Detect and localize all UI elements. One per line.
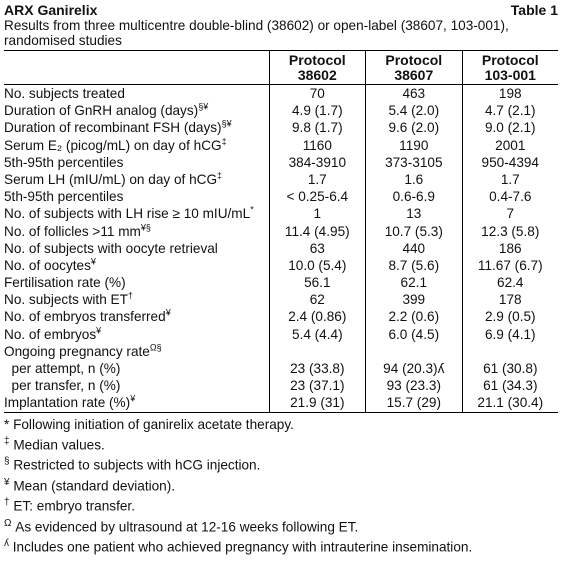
value-cell: 11.4 (4.95) [269, 223, 365, 240]
value-cell: 23 (37.1) [269, 377, 365, 394]
row-label: per transfer, n (%) [4, 378, 121, 394]
value-cell: 5.4 (4.4) [269, 326, 365, 343]
value-cell: 186 [462, 240, 558, 257]
footnote-marker: ¥§ [140, 222, 151, 232]
table-row [4, 171, 558, 188]
header-row [4, 2, 558, 18]
value-cell: 11.67 (6.7) [462, 257, 558, 274]
value-cell: 70 [269, 85, 365, 102]
row-label: No. subjects treated [4, 86, 125, 101]
value-cell: 62.1 [365, 274, 461, 291]
table-row [4, 257, 558, 274]
value-cell: 62 [269, 291, 365, 308]
footnote: ‡ Median values. [4, 435, 105, 453]
footnote-marker: §¥ [198, 102, 209, 112]
footnote-marker: §¥ [221, 119, 232, 129]
value-cell: 1.7 [462, 171, 558, 188]
value-cell: 21.9 (31) [269, 394, 365, 411]
row-label: No. of embryos¥ [4, 325, 102, 342]
footnote: § Restricted to subjects with hCG injection. [4, 456, 261, 473]
value-cell: 5.4 (2.0) [365, 102, 461, 119]
row-label: Duration of GnRH analog (days)§¥ [4, 102, 209, 119]
row-label: Ongoing pregnancy rate$^{\Omega\S}$ [4, 342, 162, 359]
table-row [4, 240, 558, 257]
value-cell: 94 (20.3)ʎ [365, 360, 461, 377]
value-cell: 0.4-7.6 [462, 188, 558, 205]
value-cell [269, 343, 365, 360]
footnote-mark: § [4, 456, 10, 468]
table-row [4, 394, 558, 411]
header-blank-cell [4, 51, 269, 84]
value-cell: 10.0 (5.4) [269, 257, 365, 274]
value-cell: 198 [462, 85, 558, 102]
row-label: 5th-95th percentiles [4, 189, 124, 205]
table-row [4, 274, 558, 291]
footnote-mark: Ω [4, 517, 12, 529]
value-cell: 1160 [269, 137, 365, 154]
column-header-103-001: Protocol 103-001 [462, 51, 558, 84]
table-label: Table 1 [510, 2, 558, 18]
value-cell: 463 [365, 85, 461, 102]
value-cell: < 0.25-6.4 [269, 188, 365, 205]
table-row [4, 154, 558, 171]
footnote-mark: † [4, 497, 10, 509]
value-cell: 21.1 (30.4) [462, 394, 558, 411]
value-cell: 7 [462, 205, 558, 222]
value-cell: 93 (23.3) [365, 377, 461, 394]
table-row [4, 85, 558, 102]
value-cell: 9.0 (2.1) [462, 119, 558, 136]
value-cell: 9.6 (2.0) [365, 119, 461, 136]
footnote: * Following initiation of ganirelix acetate therapy. [4, 416, 294, 432]
footnote-marker: Ω§ [149, 342, 162, 353]
footnote: $^\Omega$ As evidenced by ultrasound at 12-16 weeks following ET. [4, 517, 359, 535]
value-cell: 2.9 (0.5) [462, 308, 558, 325]
footnote-mark: ¥ [4, 476, 10, 488]
value-cell: 15.7 (29) [365, 394, 461, 411]
value-cell: 1190 [365, 137, 461, 154]
value-cell: 10.7 (5.3) [365, 223, 461, 240]
row-label: Serum E₂ (picog/mL) on day of hCG‡ [4, 136, 227, 153]
footnote-mark: * [4, 416, 10, 432]
footnote-marker: ¥ [130, 394, 136, 404]
footnote-mark: ‡ [4, 435, 10, 447]
row-label: No. of oocytes¥ [4, 256, 96, 273]
value-cell: 4.9 (1.7) [269, 102, 365, 119]
footnote-mark: ʎ [4, 538, 9, 550]
row-label: per attempt, n (%) [4, 361, 121, 376]
table-subtitle: Results from three multicentre double-blind (38602) or open-label (38607, 103-001), randomised studies [4, 18, 509, 48]
row-label: No. subjects with ET† [4, 291, 133, 308]
value-cell: 1 [269, 205, 365, 222]
table-row [4, 188, 558, 205]
value-cell: 61 (30.8) [462, 360, 558, 377]
value-cell: 0.6-6.9 [365, 188, 461, 205]
table-row [4, 223, 558, 240]
table-row [4, 326, 558, 343]
footnote: $^ʎ$ Includes one patient who achieved pregnancy with intrauterine insemination. [4, 538, 473, 555]
value-cell: 9.8 (1.7) [269, 119, 365, 136]
value-cell: 62.4 [462, 274, 558, 291]
footnote-marker: * [250, 205, 254, 215]
value-cell: 63 [269, 240, 365, 257]
table-row [4, 119, 558, 136]
value-cell: 2.4 (0.86) [269, 308, 365, 325]
footnote: ¥ Mean (standard deviation). [4, 476, 176, 494]
row-label: Duration of recombinant FSH (days)§¥ [4, 119, 232, 136]
value-cell: 2.2 (0.6) [365, 308, 461, 325]
value-cell: 384-3910 [269, 154, 365, 171]
row-label: Serum LH (mIU/mL) on day of hCG‡ [4, 170, 223, 187]
value-cell: 950-4394 [462, 154, 558, 171]
table-row [4, 205, 558, 222]
row-label: No. of follicles >11 mm¥§ [4, 222, 151, 239]
row-label: Implantation rate (%)¥ [4, 394, 136, 411]
results-table [4, 50, 558, 413]
footnote-marker: ‡ [221, 136, 227, 147]
table-row [4, 343, 558, 360]
value-cell: 399 [365, 291, 461, 308]
table-row [4, 360, 558, 377]
footnote-marker: ¥ [165, 308, 171, 318]
value-cell: 23 (33.8) [269, 360, 365, 377]
row-label: No. of embryos transferred¥ [4, 308, 171, 325]
footnotes [4, 416, 558, 556]
table-row [4, 291, 558, 308]
table-row [4, 102, 558, 119]
table-row [4, 377, 558, 394]
value-cell [365, 343, 461, 360]
value-cell: 1.6 [365, 171, 461, 188]
footnote-marker: ‡ [217, 170, 223, 181]
value-cell: 56.1 [269, 274, 365, 291]
row-label: No. of subjects with LH rise ≥ 10 mIU/mL* [4, 205, 254, 222]
document-title: ARX Ganirelix [4, 2, 98, 18]
table-row [4, 308, 558, 325]
row-label: 5th-95th percentiles [4, 154, 124, 170]
value-cell: 178 [462, 291, 558, 308]
value-cell: 6.0 (4.5) [365, 326, 461, 343]
value-cell: 440 [365, 240, 461, 257]
value-cell: 13 [365, 205, 461, 222]
table-row [4, 137, 558, 154]
footnote-marker: ¥ [90, 256, 96, 267]
value-cell: 1.7 [269, 171, 365, 188]
column-header-38602: Protocol 38602 [269, 51, 365, 84]
value-cell: 6.9 (4.1) [462, 326, 558, 343]
row-label: Fertilisation rate (%) [4, 275, 126, 291]
value-cell: 373-3105 [365, 154, 461, 171]
value-cell: 4.7 (2.1) [462, 102, 558, 119]
table-header-row [4, 51, 558, 85]
table-body [4, 85, 558, 412]
column-header-38607: Protocol 38607 [365, 51, 461, 84]
footnote: † ET: embryo transfer. [4, 497, 135, 514]
document-page [4, 2, 558, 556]
value-cell: 8.7 (5.6) [365, 257, 461, 274]
value-cell [462, 343, 558, 360]
value-cell: 61 (34.3) [462, 377, 558, 394]
footnote-marker: ¥ [96, 325, 102, 336]
value-cell: 12.3 (5.8) [462, 223, 558, 240]
value-cell: 2001 [462, 137, 558, 154]
row-label: No. of subjects with oocyte retrieval [4, 240, 218, 256]
footnote-marker: † [127, 291, 133, 301]
